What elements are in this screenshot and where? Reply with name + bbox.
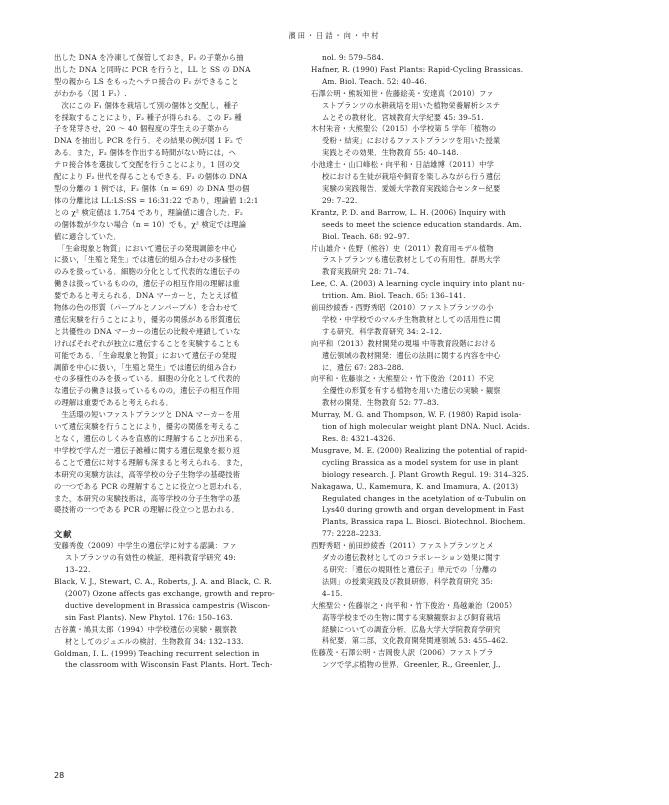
reference-entry <box>311 647 601 671</box>
reference-entry <box>311 373 601 409</box>
text-line: いて遺伝実験を行うことにより，優劣の関係を考えるこ <box>54 422 241 432</box>
reference-line: Lee, C. A. (2003) A learning cycle inquiry into plant nu- <box>311 279 525 289</box>
text-line: また，本研究の実験技術は，高等学校の分子生物学の基 <box>54 493 241 503</box>
reference-line: 高等学校までの生物に関する実験観察および飼育栽培 <box>322 612 501 622</box>
reference-line: 学校・中学校でのマルチ生物教材としての活用性に関 <box>322 314 501 324</box>
running-header: 濱田・日詰・向・中村 <box>288 31 381 40</box>
reference-line: tion of high molecular weight plant DNA. Nucl. Acids. <box>322 422 530 432</box>
text-line: ることで遺伝に対する理解も深まると考えられる．また， <box>54 457 248 467</box>
reference-line: に．遺伝 67: 283–288. <box>322 362 404 372</box>
reference-line: seeds to meet the science education standards. Am. <box>322 219 522 229</box>
reference-line: 校における生徒が栽培や飼育を楽しみながら行う遺伝 <box>322 172 501 182</box>
text-line: 次にこの F₁ 個体を栽培して別の個体と交配し，種子 <box>54 100 239 110</box>
reference-line: 実践とその効果．生物教育 55: 40–148. <box>322 148 459 158</box>
text-line: となく，遺伝のしくみを直感的に理解することが出来る． <box>54 434 248 443</box>
left-column <box>54 52 334 671</box>
reference-line: 佐藤茂・石澤公明・吉岡俊人訳（2006）ファストプラ <box>311 648 494 658</box>
reference-line: ストプランツの有効性の検証．理科教育学研究 49: <box>65 553 236 563</box>
text-line: のみを扱っている．細胞の分化として代表的な遺伝子の <box>54 267 241 277</box>
text-line: 「生命現象と物質」において遺伝子の発現調節を中心 <box>54 243 237 253</box>
reference-line: ductive development in Brassica campestris (Wiscon- <box>65 600 271 610</box>
text-line: 物体の色の形質（パープルとノンパープル）を合わせて <box>54 303 239 313</box>
text-line: テロ接合体を選抜して交配を行うことにより，1 回の交 <box>54 160 240 170</box>
text-line: 遺伝実験を行うことにより，優劣の関係がある形質遺伝 <box>54 314 241 324</box>
reference-entry <box>311 409 601 445</box>
reference-line: (2007) Ozone affects gas exchange, growth and repro- <box>65 588 275 598</box>
reference-line: 向平和（2013）教材開発の現場 中等教育段階における <box>311 338 497 348</box>
body-paragraph <box>54 52 334 100</box>
reference-line: cycling Brassica as a model system for use in plant <box>322 457 519 467</box>
text-line: に扱い，「生殖と発生」では遺伝的組み合わせの多様性 <box>54 255 237 265</box>
reference-line: ダカの遺伝教材としてのコラボレーション効果に関す <box>322 553 501 563</box>
reference-line: 29: 7–22. <box>322 195 358 205</box>
reference-entry <box>311 302 601 338</box>
text-line: 出した DNA と同時に PCR を行うと，LL と SS の DNA <box>54 64 251 74</box>
reference-line: Am. Biol. Teach. 52: 40–46. <box>322 76 427 86</box>
reference-line: Murray, M. G. and Thompson, W. F. (1980) Rapid isola- <box>311 410 522 420</box>
text-line: 礎技術の一つである PCR の理解に役立つと思われる． <box>54 505 240 515</box>
reference-line: する研究．科学教育研究 34: 2–12. <box>322 326 442 336</box>
reference-line: Biol. Teach. 68: 92–97. <box>322 231 410 241</box>
reference-line: 教育実践研究 28: 71–74. <box>322 267 410 277</box>
reference-line: 4–15. <box>322 588 343 598</box>
reference-entry <box>311 64 601 88</box>
reference-line: 遺伝領域の教材開発：遺伝の法則に関する内容を中心 <box>322 350 501 360</box>
reference-line: 材としてのジュエルの検討．生物教育 34: 132–133. <box>65 636 244 646</box>
reference-line: trition. Am. Biol. Teach. 65: 136–141. <box>322 291 466 301</box>
reference-entry <box>54 540 334 576</box>
reference-entry <box>311 123 601 159</box>
reference-entry <box>311 338 601 374</box>
references-list-right <box>311 52 601 671</box>
text-line: を採取することにより，F₂ 種子が得られる．この F₂ 種 <box>54 112 242 122</box>
reference-line: Res. 8: 4321–4326. <box>322 434 396 443</box>
reference-line: biology research. J. Plant Growth Regul. 19: 314–325. <box>322 469 529 479</box>
text-line: ある．また，F₂ 個体を作出する時間がない時には，ヘ <box>54 148 237 158</box>
reference-line: sin Fast Plants). New Phytol. 176: 150–163. <box>65 612 233 622</box>
text-line: 本研究の実験方法は，高等学校の分子生物学の基礎技術 <box>54 469 241 479</box>
body-paragraph <box>54 100 334 243</box>
reference-entry <box>311 159 601 207</box>
text-line: 子を発芽させ，20 ～ 40 個程度の芽生えの子葉から <box>54 124 230 134</box>
reference-line: ムとその教材化．宮城教育大学紀要 45: 39–51. <box>322 112 484 122</box>
text-line: せの多様性のみを扱っている．細胞の分化として代表的 <box>54 374 241 384</box>
reference-line: Lys40 during growth and organ development in Fast <box>322 505 525 515</box>
reference-line: 経験についての調査分析．広島大学大学院教育学研究 <box>322 624 501 634</box>
reference-line: Goldman, I. L. (1999) Teaching recurrent selection in <box>54 648 260 658</box>
reference-line: Regulated changes in the acetylation of α-Tubulin on <box>322 493 527 503</box>
page-number: 28 <box>54 771 65 780</box>
text-line: との χ² 検定値は 1.754 であり，理論値に適合した．F₂ <box>54 207 243 217</box>
text-line: 働きは扱っているものの，遺伝子の相互作用の理解は重 <box>54 279 240 289</box>
text-line: 型の親から LS をもったヘテロ接合の F₁ ができること <box>54 76 239 86</box>
reference-line: ンツで学ぶ植物の世界．Greenler, R., Greenler, J., <box>322 660 501 670</box>
reference-line: 片山雄介・佐野（熊谷）史（2011）教育用モデル植物 <box>311 243 494 253</box>
reference-entry <box>311 278 601 302</box>
reference-line: 77: 2228–2233. <box>322 529 382 539</box>
reference-line: Nakagawa, U., Kamemura, K. and Imamura, A. (2013) <box>311 481 519 491</box>
body-paragraph <box>54 409 334 516</box>
reference-line: 西野秀昭・前田紗綾香（2011）ファストプランツとメ <box>311 541 494 551</box>
text-line: 要であると考えられる．DNA マーカーと，たとえば植 <box>54 291 239 301</box>
text-line: がわかる（図 1 F₁）. <box>54 88 127 98</box>
references-list-left <box>54 540 334 671</box>
reference-line: 全優性の形質を有する植物を用いた遺伝の実験・観察 <box>322 386 501 396</box>
reference-line: 古谷薫・鳩貝太郎（1994）中学校遺伝の実験・観察教 <box>54 624 237 634</box>
reference-entry <box>311 540 601 600</box>
text-line: DNA を抽出し PCR を行う．その結果の例が図 1 F₂ で <box>54 136 243 146</box>
reference-line: 大熊聖公・佐藤崇之・向平和・竹下俊治・鳥越兼治（2005） <box>311 600 517 610</box>
reference-line: 法則」の授業実践及び教員研修．科学教育研究 35: <box>322 576 494 586</box>
reference-line: 前田紗綾香・西野秀昭（2010）ファストプランツの小 <box>311 303 494 313</box>
reference-line: 木村朱音・大熊聖公（2015）小学校第 5 学年「植物の <box>311 124 497 134</box>
reference-entry <box>54 648 334 672</box>
references-heading: 文献 <box>54 529 73 540</box>
text-line: 中学校で学んだ一遺伝子雑種に関する遺伝現象を振り返 <box>54 445 241 455</box>
text-line: 可能である．「生命現象と物質」において遺伝子の発現 <box>54 350 237 360</box>
text-line: 配により F₂ 世代を得ることもできる．F₂ の個体の DNA <box>54 172 248 182</box>
text-line: 体の分離比は LL:LS:SS = 16:31:22 であり，理論値 1:2:1 <box>54 195 259 205</box>
reference-line: 小池達士・山口峰松・向平和・日詰雄博（2011）中学 <box>311 160 494 170</box>
reference-line: Hafner, R. (1990) Fast Plants: Rapid-Cycling Brassicas. <box>311 64 524 74</box>
reference-line: 石澤公明・熊坂知世・佐藤絵美・安達真（2010）ファ <box>311 88 494 98</box>
text-line: 型の分離の 1 例では，F₂ 個体（n = 69）の DNA 型の個 <box>54 183 250 193</box>
reference-line: Black, V. J., Stewart, C. A., Roberts, J. A. and Black, C. R. <box>54 577 272 587</box>
reference-entry <box>311 207 601 243</box>
reference-line: Krantz, P. D. and Barrow, L. H. (2006) Inquiry with <box>311 207 506 217</box>
text-line: 生活環の短いファストプランツと DNA マーカーを用 <box>54 410 241 420</box>
reference-entry <box>311 600 601 648</box>
reference-line: Musgrave, M. E. (2000) Realizing the potential of rapid- <box>311 445 528 455</box>
text-line: と共優性の DNA マーカーの遺伝の比較や連鎖していな <box>54 326 241 336</box>
reference-entry <box>311 88 601 124</box>
reference-line: 科紀要．第二部，文化教育開発関連領域 53: 455–462. <box>322 636 509 646</box>
text-line: の理解は重要であると考えられる． <box>54 398 174 408</box>
reference-line: Plants, Brassica rapa L. Biosci. Biotechnol. Biochem. <box>322 517 526 527</box>
reference-entry <box>311 445 601 481</box>
text-line: 調節を中心に扱い，「生殖と発生」では遺伝的組み合わ <box>54 362 237 372</box>
body-text <box>54 52 334 516</box>
reference-line: ラストプランツも遺伝教材としての有用性．群馬大学 <box>322 255 501 265</box>
reference-line: ストプランツの水耕栽培を用いた植物栄養解析システ <box>322 100 501 110</box>
reference-line: nol. 9: 579–584. <box>322 53 384 62</box>
reference-entry <box>311 243 601 279</box>
right-column <box>311 52 601 671</box>
reference-line: 受粉・結実」におけるファストプランツを用いた授業 <box>322 136 501 146</box>
text-line: 値に適合していた． <box>54 231 122 241</box>
reference-line: る研究：「遺伝の規則性と遺伝子」単元での「分離の <box>322 564 498 574</box>
text-line: な遺伝子の働きは扱っているものの，遺伝子の相互作用 <box>54 386 240 396</box>
text-line: 出した DNA を冷凍して保管しておき，F₁ の子葉から抽 <box>54 53 244 62</box>
reference-entry <box>54 576 334 624</box>
reference-line: 向平和・佐藤崇之・大熊聖公・竹下俊治（2011）不完 <box>311 374 494 384</box>
text-line: の一つである PCR の理解することに役立つと思われる． <box>54 481 247 491</box>
body-paragraph <box>54 243 334 410</box>
reference-entry <box>311 52 601 64</box>
reference-line: 教材の開発．生物教育 52: 77–83. <box>322 398 440 408</box>
reference-line: the classroom with Wisconsin Fast Plants. Hort. Tech- <box>65 660 273 670</box>
text-line: ければそれぞれが独立に遺伝することを実験することも <box>54 338 241 348</box>
reference-line: 実験の実践報告．愛媛大学教育実践総合センター紀要 <box>322 183 501 193</box>
reference-entry <box>311 481 601 541</box>
text-line: の個体数が少ない場合（n = 10）でも，χ² 検定では理論 <box>54 219 247 229</box>
reference-line: 13–22. <box>65 565 91 575</box>
reference-entry <box>54 624 334 648</box>
reference-line: 安藤秀俊（2009）中学生の遺伝学に対する認識：ファ <box>54 541 237 551</box>
